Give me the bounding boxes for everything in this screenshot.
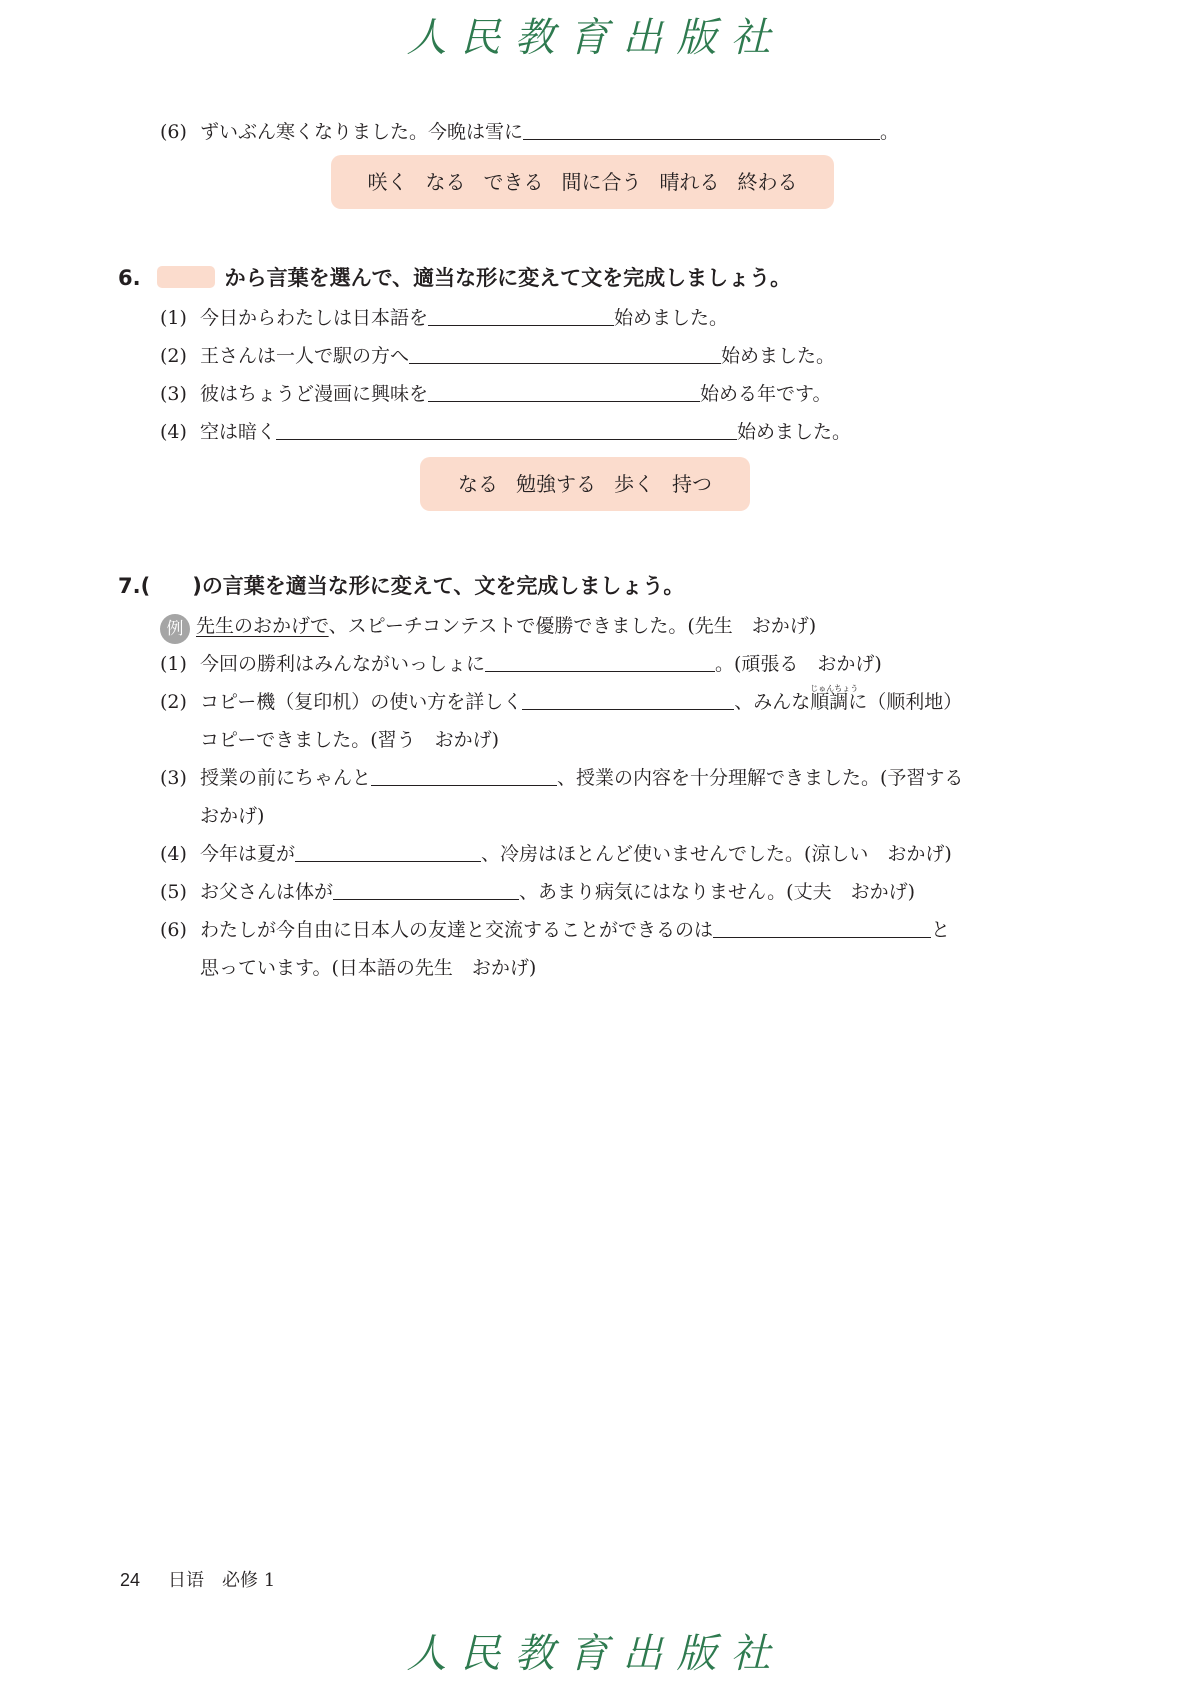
example-badge: 例 (160, 614, 190, 644)
item-number: (6) (160, 919, 187, 941)
book-title: 日语 必修 1 (168, 1570, 276, 1591)
paren-open: ( (140, 574, 151, 598)
s7-item-6 (160, 917, 950, 943)
answer-blank[interactable] (333, 879, 519, 900)
item-number: (3) (160, 767, 187, 789)
item-number: (2) (160, 345, 187, 367)
example-text: 、スピーチコンテストで優勝できました。(先生 おかげ) (328, 615, 817, 637)
item-text-after: に（顺利地） (848, 691, 963, 713)
furigana-word (810, 684, 859, 715)
word-option: 咲く (367, 170, 408, 194)
s6-item-4 (160, 419, 851, 445)
word-option: 晴れる (659, 170, 720, 194)
s7-item-3 (160, 765, 963, 791)
page-number: 24 (120, 1570, 141, 1590)
item-text-after: 。 (880, 121, 900, 143)
section-instruction: の言葉を適当な形に変えて、文を完成しましょう。 (201, 574, 685, 598)
word-option: 持つ (672, 472, 712, 496)
item-text-after: 。(頑張る おかげ) (715, 653, 882, 675)
answer-blank[interactable] (371, 765, 557, 786)
answer-blank[interactable] (276, 419, 737, 440)
item-text-before: 今年は夏が (200, 843, 296, 865)
s7-heading (118, 572, 684, 600)
item-number: (4) (160, 843, 187, 865)
s5-word-box (331, 155, 834, 209)
item-text-before: 彼はちょうど漫画に興味を (200, 383, 429, 405)
item-number: (5) (160, 881, 187, 903)
s5-item-6 (160, 119, 899, 145)
item-text-before: ずいぶん寒くなりました。今晩は雪に (200, 121, 524, 143)
section-number: 6. (118, 266, 141, 290)
item-text-before: 今回の勝利はみんながいっしょに (200, 653, 486, 675)
word-option: なる (458, 472, 498, 496)
answer-blank[interactable] (428, 305, 614, 326)
item-number: (6) (160, 121, 187, 143)
word-option: 間に合う (561, 170, 642, 194)
item-number: (3) (160, 383, 187, 405)
publisher-logo-top: 人民教育出版社 (406, 15, 785, 61)
word-option: なる (425, 170, 466, 194)
word-option: できる (483, 170, 544, 194)
item-number: (4) (160, 421, 187, 443)
item-text-after: 始めました。 (737, 421, 852, 443)
item-text-after: 始めました。 (614, 307, 729, 329)
word-option: 勉強する (516, 472, 596, 496)
item-text-after: と (931, 919, 951, 941)
word-option: 終わる (737, 170, 798, 194)
s6-item-1 (160, 305, 728, 331)
item-text-after: 、冷房はほとんど使いませんでした。(涼しい おかげ) (481, 843, 952, 865)
item-text-before: 王さんは一人で駅の方へ (200, 345, 410, 367)
item-text-before: コピー機（复印机）の使い方を詳しく (200, 691, 523, 713)
item-number: (1) (160, 653, 187, 675)
s7-example (160, 613, 816, 644)
s7-item-3-cont: おかげ) (200, 805, 265, 827)
word-option: 歩く (614, 472, 654, 496)
item-text-after: 始める年です。 (700, 383, 832, 405)
answer-blank[interactable] (409, 343, 721, 364)
item-text-after: 、授業の内容を十分理解できました。(予習する (557, 767, 964, 789)
word-box-marker (157, 266, 215, 288)
s7-item-6-cont: 思っています。(日本語の先生 おかげ) (200, 957, 537, 979)
item-text-before: 授業の前にちゃんと (200, 767, 372, 789)
answer-blank[interactable] (713, 917, 931, 938)
answer-blank[interactable] (523, 119, 880, 140)
item-text-before: 空は暗く (200, 421, 277, 443)
s6-item-2 (160, 343, 835, 369)
furigana: じゅんちょう (810, 684, 859, 693)
s7-item-2 (160, 684, 963, 715)
item-text-after: 、あまり病気にはなりません。(丈夫 おかげ) (519, 881, 915, 903)
s7-item-2-cont: コピーできました。(習う おかげ) (200, 729, 500, 751)
answer-blank[interactable] (428, 381, 700, 402)
item-text-before: お父さんは体が (200, 881, 334, 903)
item-text-before: わたしが今自由に日本人の友達と交流することができるのは (200, 919, 714, 941)
s7-item-5 (160, 879, 915, 905)
item-text-before: 今日からわたしは日本語を (200, 307, 429, 329)
section-number: 7. (118, 574, 141, 598)
ruby-base: 順調 (810, 691, 849, 713)
s6-word-box (420, 457, 750, 511)
answer-blank[interactable] (485, 651, 715, 672)
publisher-logo-bottom: 人民教育出版社 (406, 1631, 785, 1677)
s6-item-3 (160, 381, 832, 407)
item-text-after: 、みんな (734, 691, 811, 713)
s7-item-4 (160, 841, 952, 867)
paren-close: ) (192, 574, 202, 598)
answer-blank[interactable] (295, 841, 481, 862)
section-instruction: から言葉を選んで、適当な形に変えて文を完成しましょう。 (224, 266, 792, 290)
s6-heading (118, 264, 791, 292)
answer-blank[interactable] (522, 689, 734, 710)
page-footer (120, 1566, 275, 1592)
s7-item-1 (160, 651, 882, 677)
item-number: (1) (160, 307, 187, 329)
item-number: (2) (160, 691, 187, 713)
item-text-after: 始めました。 (721, 345, 836, 367)
example-underlined: 先生のおかげで (196, 615, 329, 637)
